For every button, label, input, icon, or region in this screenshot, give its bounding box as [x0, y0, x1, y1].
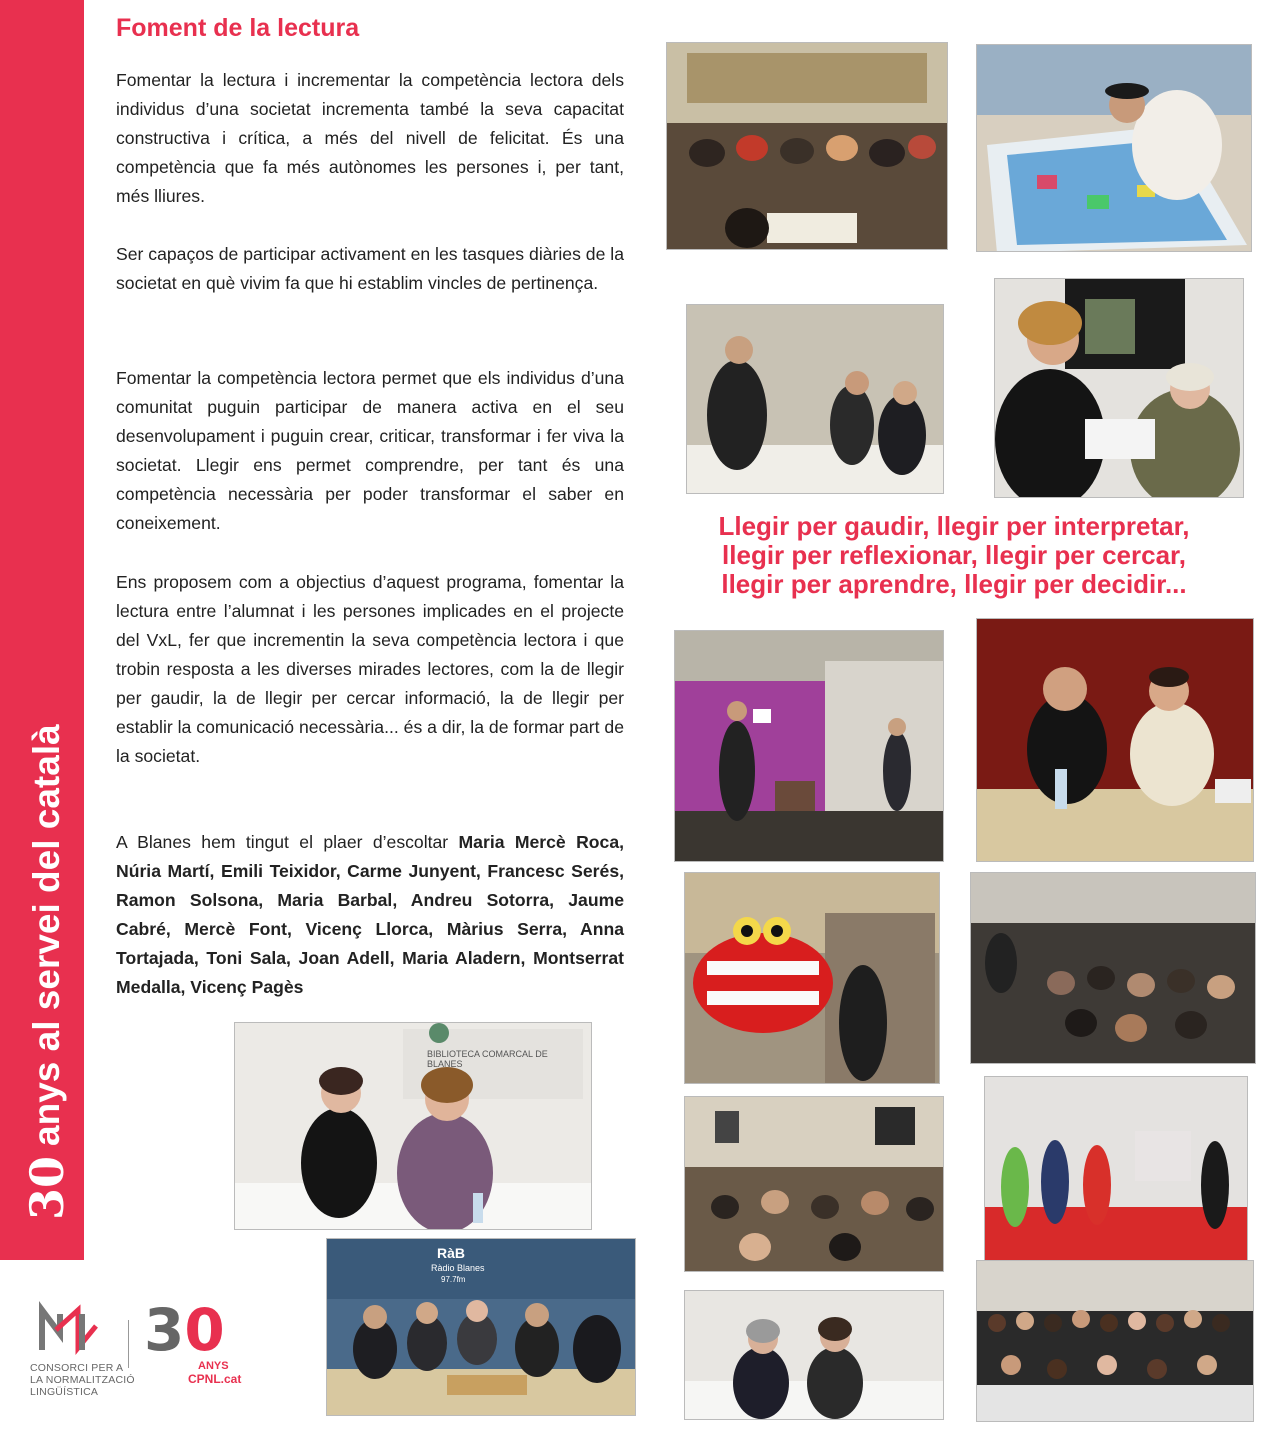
- quote-line-3: llegir per aprendre, llegir per decidir...: [721, 569, 1187, 599]
- photo-presentation: [686, 304, 944, 494]
- footer-logos: [20, 1280, 260, 1420]
- photo-red-curtain: [976, 618, 1254, 862]
- cpnl-logo-icon: [38, 1300, 102, 1356]
- vertical-title: [20, 20, 74, 1220]
- org-name-line-2: LA NORMALITZACIÓ: [30, 1374, 135, 1386]
- radio-name: Ràdio Blanes: [431, 1263, 485, 1273]
- photo-writing: [994, 278, 1244, 498]
- anniversary-text: anys al servei del català: [26, 724, 67, 1146]
- sidebar-band: [0, 0, 84, 1260]
- org-name-line-3: LINGÜÍSTICA: [30, 1386, 99, 1398]
- authors-intro: A Blanes hem tingut el plaer d’escoltar: [116, 832, 459, 852]
- paragraph-2: Ser capaços de participar activament en les tasques diàries de la societat en què vivim fa que hi establim vincles de pertinença.: [116, 244, 624, 293]
- org-name-line-1: CONSORCI PER A: [30, 1362, 124, 1374]
- photo-radio: [326, 1238, 636, 1416]
- photo-123-stage: [984, 1076, 1248, 1266]
- reading-quote: [664, 512, 1244, 599]
- paragraph-3: Fomentar la competència lectora permet que els individus d’una comunitat puguin participar de manera activa en el seu desenvolupament i puguin crear, criticar, transformar i fer viva la societat. Llegir ens permet comprendre, per tant és una competència necessària per poder transformar el saber en coneixement.: [116, 368, 624, 533]
- radio-logo: RàB: [437, 1245, 466, 1261]
- logo-digit-3: 3: [144, 1296, 185, 1364]
- logo-digit-0: 0: [184, 1296, 225, 1364]
- anniversary-logo: [144, 1296, 225, 1364]
- radio-frequency: 97.7fm: [441, 1275, 466, 1284]
- photo-group: [976, 1260, 1254, 1422]
- page-title: Foment de la lectura: [116, 14, 360, 42]
- library-sign: BIBLIOTECA COMARCAL DE BLANES: [427, 1049, 548, 1069]
- photo-library-audience: [684, 1096, 944, 1272]
- photo-teeth-puppet: [684, 872, 940, 1084]
- photo-auditorium: [970, 872, 1256, 1064]
- photo-meeting-room: [666, 42, 948, 250]
- anniversary-number: 30: [20, 1155, 74, 1220]
- logo-website: CPNL.cat: [188, 1372, 242, 1386]
- quote-line-2: llegir per reflexionar, llegir per cercar,: [722, 540, 1186, 570]
- photo-speakers: [684, 1290, 944, 1420]
- paragraph-1: Fomentar la lectura i incrementar la competència lectora dels individus d’una societat incrementa també la seva capacitat constructiva i crítica, a més del nivell de felicitat. És una competència que fa més autònomes les persones i, per tant, més lliures.: [116, 70, 624, 206]
- authors-list: Maria Mercè Roca, Núria Martí, Emili Teixidor, Carme Junyent, Francesc Serés, Ramon Solsona, Maria Barbal, Andreu Sotorra, Jaume Cabré, Mercè Font, Vicenç Llorca, Màrius Serra, Anna Tortajada, Toni Sala, Joan Adell, Maria Aladern, Montserrat Medalla, Vicenç Pagès: [116, 832, 624, 997]
- quote-line-1: Llegir per gaudir, llegir per interpretar,: [718, 511, 1190, 541]
- logo-divider: [128, 1320, 129, 1368]
- paragraph-4: Ens proposem com a objectius d’aquest programa, fomentar la lectura entre l’alumnat i les persones implicades en el projecte del VxL, fer que incrementin la seva competència lectora i que trobin resposta a les diverses mirades lectores, com la de llegir per gaudir, la de llegir per cercar informació, la de llegir per establir la comunicació necessària... és a dir, la de formar part de la societat.: [116, 572, 624, 766]
- photo-board-game: [976, 44, 1252, 252]
- paragraph-5: [116, 828, 624, 1002]
- photo-biblioteca: [234, 1022, 592, 1230]
- photo-stage-reading: [674, 630, 944, 862]
- logo-anys: ANYS: [198, 1360, 229, 1372]
